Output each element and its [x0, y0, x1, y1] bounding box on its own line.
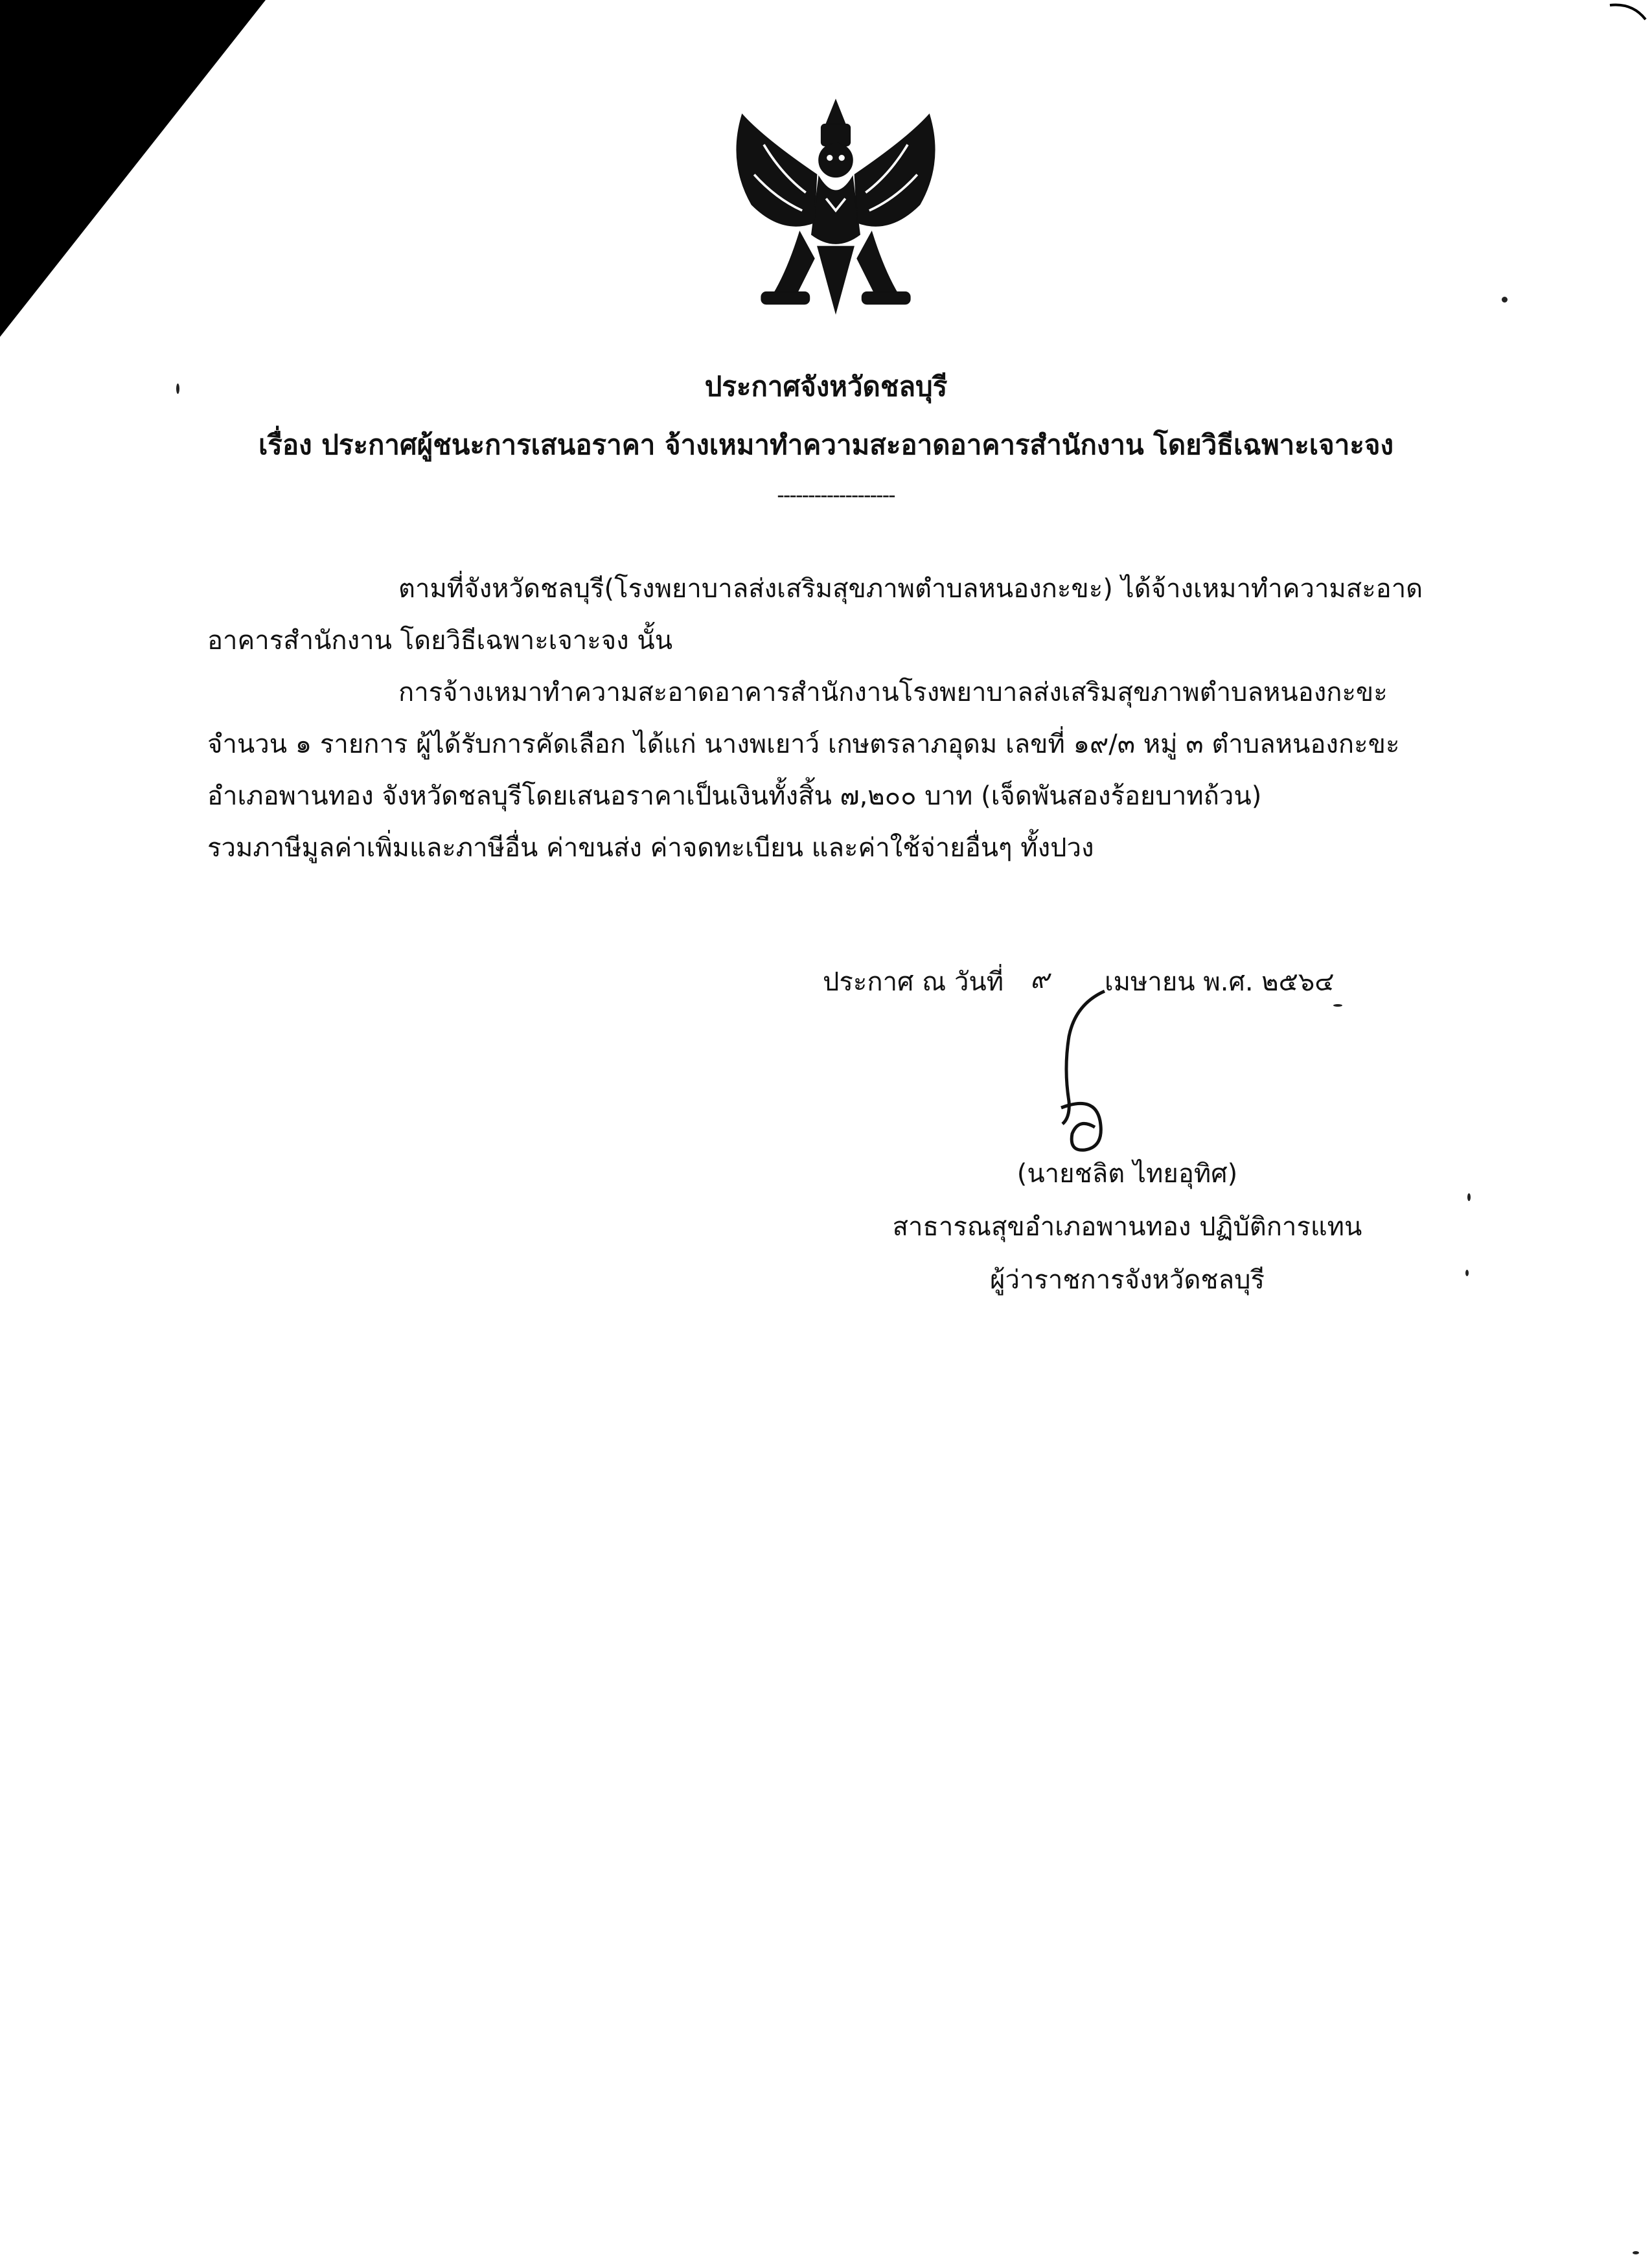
- scan-speck: [1465, 1270, 1469, 1276]
- body-paragraph-2-line-1: การจ้างเหมาทำความสะอาดอาคารสำนักงานโรงพยาบาลส่งเสริมสุขภาพตำบลหนองกะขะ: [398, 678, 1388, 707]
- body-paragraph-2-line-2: จำนวน ๑ รายการ ผู้ได้รับการคัดเลือก ได้แก่ นางพเยาว์ เกษตรลาภอุดม เลขที่ ๑๙/๓ หมู่ ๓ ตำบลหนองกะขะ: [207, 729, 1400, 759]
- date-prefix: ประกาศ ณ วันที่: [823, 967, 1004, 997]
- scan-speck: [176, 384, 179, 394]
- handwritten-signature: [1024, 985, 1140, 1160]
- body-paragraph-1-line-1: ตามที่จังหวัดชลบุรี(โรงพยาบาลส่งเสริมสุขภาพตำบลหนองกะขะ) ได้จ้างเหมาทำความสะอาด: [398, 574, 1423, 604]
- date-suffix: เมษายน พ.ศ. ๒๕๖๔: [1105, 967, 1335, 997]
- garuda-emblem-icon: [716, 91, 956, 330]
- body-paragraph-2-line-3: อำเภอพานทอง จังหวัดชลบุรีโดยเสนอราคาเป็นเงินทั้งสิ้น ๗,๒๐๐ บาท (เจ็ดพันสองร้อยบาทถ้วน): [207, 781, 1262, 811]
- scan-speck: [1502, 297, 1508, 303]
- announcement-title: ประกาศจังหวัดชลบุรี: [704, 371, 948, 402]
- announcement-subject: เรื่อง ประกาศผู้ชนะการเสนอราคา จ้างเหมาทำความสะอาดอาคารสำนักงาน โดยวิธีเฉพาะเจาะจง: [258, 429, 1394, 461]
- scan-edge-mark: [1607, 0, 1652, 26]
- signer-office: ผู้ว่าราชการจังหวัดชลบุรี: [990, 1265, 1265, 1295]
- header-divider: -------------------: [777, 483, 895, 507]
- scan-speck: [1333, 1004, 1342, 1007]
- body-paragraph-1-line-2: อาคารสำนักงาน โดยวิธีเฉพาะเจาะจง นั้น: [207, 626, 673, 656]
- scan-speck: [1633, 2251, 1639, 2254]
- signer-name: (นายชลิต ไทยอุทิศ): [1016, 1159, 1238, 1189]
- signer-position: สาธารณสุขอำเภอพานทอง ปฏิบัติการแทน: [892, 1212, 1362, 1242]
- date-day-handwritten: ๙: [1030, 965, 1050, 994]
- body-paragraph-2-line-4: รวมภาษีมูลค่าเพิ่มและภาษีอื่น ค่าขนส่ง ค่าจดทะเบียน และค่าใช้จ่ายอื่นๆ ทั้งปวง: [207, 833, 1094, 863]
- scan-speck: [1467, 1193, 1471, 1201]
- scan-shadow-corner: [0, 0, 272, 363]
